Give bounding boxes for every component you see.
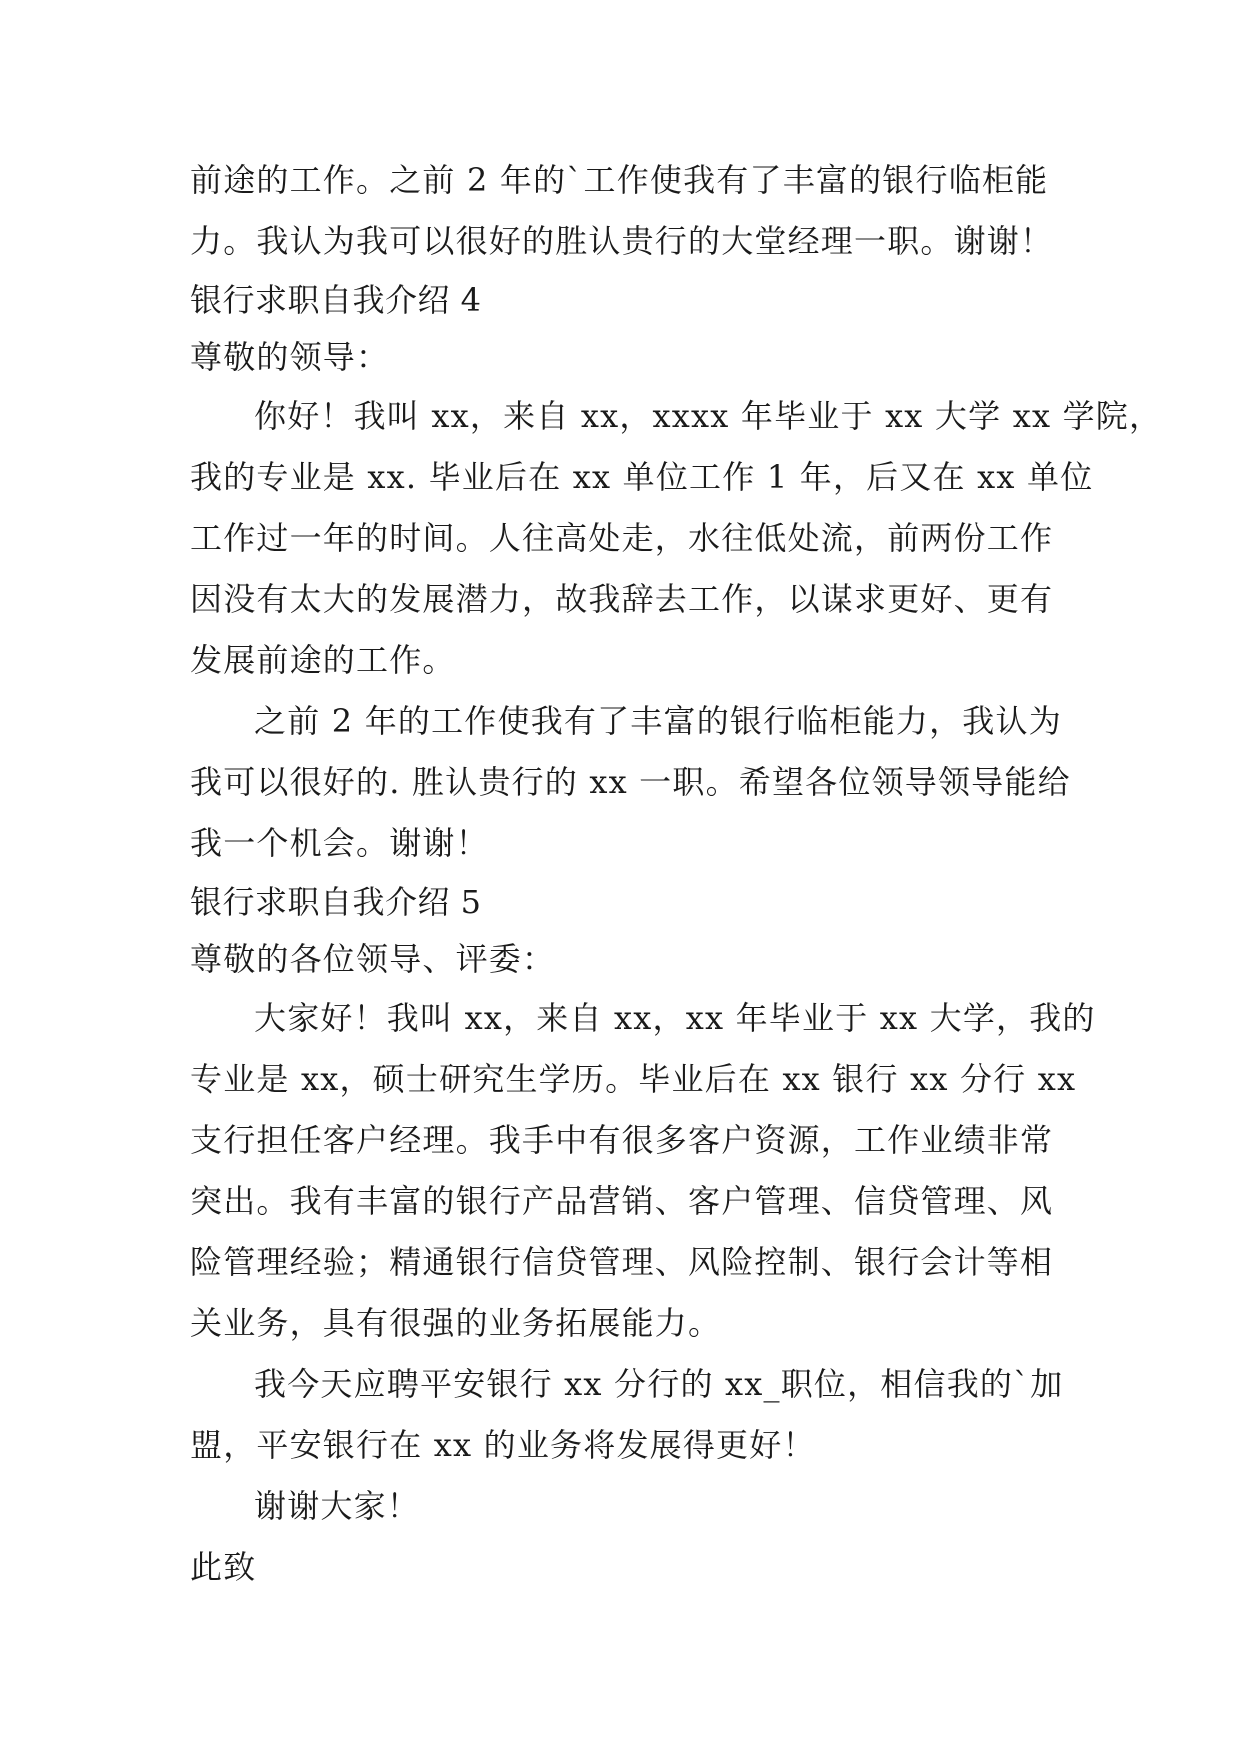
closing-salutation: 此致 — [190, 1548, 257, 1586]
salutation: 尊敬的领导： — [190, 338, 390, 376]
paragraph-line: 险管理经验；精通银行信贷管理、风险控制、银行会计等相 — [190, 1243, 1054, 1281]
paragraph-line: 之前 2 年的工作使我有了丰富的银行临柜能力，我认为 — [254, 702, 1062, 740]
paragraph-line: 专业是 xx，硕士研究生学历。毕业后在 xx 银行 xx 分行 xx — [190, 1060, 1077, 1098]
paragraph-line: 前途的工作。之前 2 年的`工作使我有了丰富的银行临柜能 — [190, 161, 1049, 199]
paragraph-line: 因没有太大的发展潜力，故我辞去工作，以谋求更好、更有 — [190, 580, 1054, 618]
paragraph-line: 我可以很好的. 胜认贵行的 xx 一职。希望各位领导领导能给 — [190, 763, 1071, 801]
section-heading-4: 银行求职自我介绍 4 — [190, 281, 482, 319]
closing-thanks: 谢谢大家！ — [254, 1487, 421, 1525]
paragraph-line: 大家好！我叫 xx，来自 xx，xx 年毕业于 xx 大学，我的 — [254, 999, 1096, 1037]
section-heading-5: 银行求职自我介绍 5 — [190, 883, 482, 921]
paragraph-line: 发展前途的工作。 — [190, 641, 456, 679]
paragraph-line: 盟，平安银行在 xx 的业务将发展得更好！ — [190, 1426, 816, 1464]
paragraph-line: 关业务，具有很强的业务拓展能力。 — [190, 1304, 722, 1342]
paragraph-line: 力。我认为我可以很好的胜认贵行的大堂经理一职。谢谢！ — [190, 222, 1054, 260]
document-page — [190, 150, 1163, 1598]
paragraph-line: 我今天应聘平安银行 xx 分行的 xx_职位，相信我的`加 — [254, 1365, 1064, 1403]
paragraph-line: 我一个机会。谢谢！ — [190, 824, 489, 862]
paragraph-line: 你好！我叫 xx，来自 xx，xxxx 年毕业于 xx 大学 xx 学院， — [254, 397, 1163, 435]
salutation: 尊敬的各位领导、评委： — [190, 940, 556, 978]
paragraph-line: 我的专业是 xx. 毕业后在 xx 单位工作 1 年，后又在 xx 单位 — [190, 458, 1094, 496]
paragraph-line: 支行担任客户经理。我手中有很多客户资源，工作业绩非常 — [190, 1121, 1054, 1159]
paragraph-line: 突出。我有丰富的银行产品营销、客户管理、信贷管理、风 — [190, 1182, 1054, 1220]
paragraph-line: 工作过一年的时间。人往高处走，水往低处流，前两份工作 — [190, 519, 1054, 557]
